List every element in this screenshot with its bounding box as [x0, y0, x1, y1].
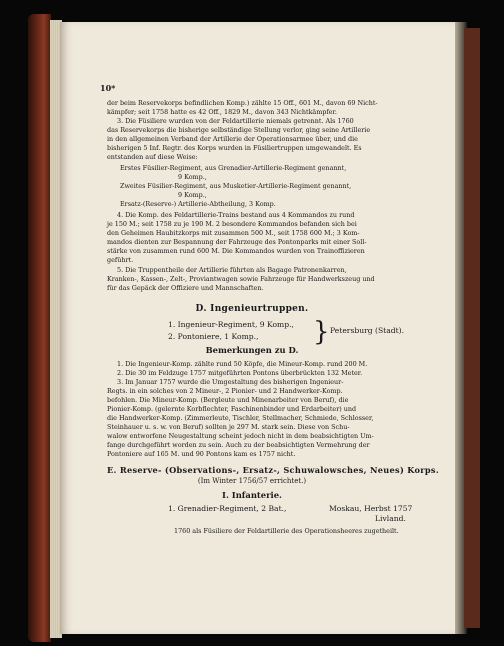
text-line: walow entworfene Neugestaltung scheint jedoch nicht in dem beabsichtigten Um- — [107, 432, 374, 440]
text-line: für das Gepäck der Offiziere und Mannschaften. — [107, 284, 264, 292]
text-line: 3. Die Füsiliere wurden von der Feldartillerie niemals getrennt. Als 1760 — [117, 117, 354, 125]
text-line: den Geheimen Haubitzkorps mit zusammen 500 M., seit 1758 600 M.; 3 Kom- — [107, 229, 360, 237]
text-line: entstanden auf diese Weise: — [107, 153, 198, 161]
text-line: fange durchgeführt worden zu sein. Auch zu der beabsichtigten Vermehrung der — [107, 441, 370, 449]
text-line: Kranken-, Kassen-, Zelt-, Proviantwagen sowie Fahrzeuge für Handwerkszeug und — [107, 275, 375, 283]
section-e-heading: E. Reserve- (Observations-, Ersatz-, Schuwalowsches, Neues) Korps. — [107, 465, 439, 475]
remarks-heading: Bemerkungen zu D. — [205, 345, 299, 355]
list-item: 1. Ingenieur-Regiment, 9 Komp., — [168, 320, 294, 329]
text-line: je 150 M.; seit 1758 zu je 190 M. 2 besondere Kommandos befanden sich bei — [107, 220, 357, 228]
infantry-location: Moskau, Herbst 1757 — [329, 504, 413, 513]
book-cover-left — [28, 14, 51, 642]
text-line: Pionier-Komp. (gelernte Korbflechter, Faschinenbinder und Erdarbeiter) und — [107, 405, 357, 413]
list-item: 2. Pontoniere, 1 Komp., — [168, 332, 259, 341]
text-line: 9 Komp., — [178, 173, 207, 181]
text-line: in den allgemeinen Verband der Artillerie der Operationsarmee über, und die — [107, 135, 358, 143]
text-line: Steinhauer u. s. w. von Beruf) sollten je 297 M. stark sein. Diese von Schu- — [107, 423, 350, 431]
text-line: kämpfer; seit 1758 hatte es 42 Off., 1829 M., davon 343 Nichtkämpfer. — [107, 108, 337, 116]
text-line: der beim Reservekorps befindlichen Komp.) zählte 15 Off., 601 M., davon 69 Nicht- — [107, 99, 378, 107]
text-line: Ersatz-(Reserve-) Artillerie-Abtheilung, 3 Komp. — [120, 200, 276, 208]
text-line: bisherigen 5 Inf. Regtr. des Korps wurden in Füsiliertruppen umgewandelt. Es — [107, 144, 362, 152]
text-line: Erstes Füsilier-Regiment, aus Grenadier-Artillerie-Regiment genannt, — [120, 164, 347, 172]
page-number: 10* — [100, 83, 116, 93]
text-line: 1. Die Ingenieur-Komp. zählte rund 50 Köpfe, die Mineur-Komp. rund 200 M. — [117, 360, 368, 368]
text-line: mandos dienten zur Bespannung der Fahrzeuge des Pontonparks mit einer Soll- — [107, 238, 367, 246]
infantry-location-line2: Livland. — [375, 514, 406, 523]
text-line: geführt. — [107, 256, 134, 264]
section-d-heading: D. Ingenieurtruppen. — [195, 304, 309, 314]
text-line: Zweites Füsilier-Regiment, aus Musketier-Artillerie-Regiment genannt, — [120, 182, 352, 190]
text-line: 9 Komp., — [178, 191, 207, 199]
infantry-heading: I. Infanterie. — [222, 490, 282, 500]
list-item: 1. Grenadier-Regiment, 2 Bat., — [168, 504, 287, 513]
text-line: Regts. in ein solches von 2 Mineur-, 2 Pionier- und 2 Handwerker-Komp. — [107, 387, 343, 395]
text-line: Pontoniere auf 165 M. und 90 Pontons kam es 1757 nicht. — [107, 450, 296, 458]
section-e-subtitle: (Im Winter 1756/57 errichtet.) — [197, 477, 307, 485]
text-line: 5. Die Truppentheile der Artillerie führten als Bagage Patronenkarren, — [117, 266, 347, 274]
section-d-location: Petersburg (Stadt). — [330, 326, 405, 335]
text-line: 2. Die 30 im Feldzuge 1757 mitgeführten Pontons überbrückten 132 Meter. — [117, 369, 363, 377]
text-line: stärke von zusammen rund 600 M. Die Kommandos wurden von Trainoffizieren — [107, 247, 365, 255]
text-line: 3. Im Januar 1757 wurde die Umgestaltung des bisherigen Ingenieur- — [117, 378, 344, 386]
curly-brace: } — [313, 317, 330, 347]
text-line: 4. Die Komp. des Feldartillerie-Trains bestand aus 4 Kommandos zu rund — [117, 211, 355, 219]
text-line: 1760 als Füsiliere der Feldartillerie des Operationsheeres zugetheilt. — [174, 527, 399, 535]
text-line: befohlen. Die Mineur-Komp. (Bergleute und Minenarbeiter von Beruf), die — [107, 396, 349, 404]
text-line: das Reservekorps die bisherige selbständige Stellung verlor, ging seine Artillerie — [107, 126, 371, 134]
text-line: die Handwerker-Komp. (Zimmerleute, Tischler, Stellmacher, Schmiede, Schlosser, — [107, 414, 374, 422]
